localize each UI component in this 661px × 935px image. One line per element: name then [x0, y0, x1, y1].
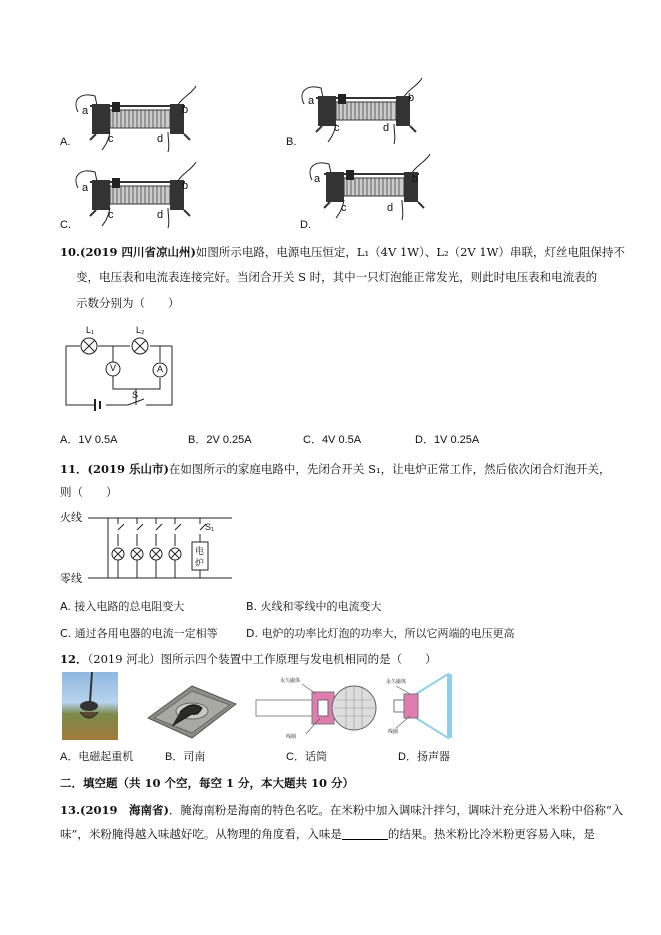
option-d[interactable]: D．扬声器 — [398, 751, 450, 763]
switch-label: S — [132, 390, 139, 400]
speaker-diagram — [386, 672, 466, 742]
terminal-label-d: d — [383, 122, 390, 134]
question-11-line2: 则（ ） — [60, 485, 118, 499]
question-number: 13. — [60, 803, 81, 817]
furnace-label-2: 炉 — [195, 559, 205, 569]
terminal-label-c: c — [334, 122, 340, 134]
lamp-l2-label: L₂ — [136, 325, 145, 335]
question-13-line2 — [60, 822, 595, 846]
question-number: 12． — [60, 652, 88, 666]
terminal-label-a: a — [308, 95, 315, 107]
option-d[interactable]: D．1V 0.25A — [415, 434, 480, 446]
question-source: (2019 四川省凉山州) — [80, 245, 196, 259]
question-source: (2019 乐山市) — [87, 462, 169, 476]
terminal-label-d: d — [157, 133, 164, 145]
question-text: （2019 河北）图所示四个装置中工作原理与发电机相同的是（ ） — [87, 652, 437, 666]
sinan-compass-image — [140, 678, 238, 740]
mic-magnet-label: 永久磁体 — [280, 678, 301, 684]
terminal-label-b: b — [182, 180, 189, 192]
electromagnet-crane-photo — [62, 672, 118, 740]
option-a[interactable]: A. 接入电路的总电阻变大 — [60, 600, 185, 613]
terminal-label-b: b — [412, 173, 419, 185]
answer-blank[interactable] — [342, 827, 388, 840]
neutral-wire-label: 零线 — [60, 572, 82, 585]
option-c[interactable]: C．4V 0.5A — [303, 434, 362, 446]
option-b-label[interactable]: B. — [286, 136, 297, 148]
furnace-label-1: 电 — [195, 547, 205, 557]
section-title: 二．填空题（共 10 个空，每空 1 分，本大题共 10 分） — [60, 776, 355, 790]
terminal-label-b: b — [182, 104, 189, 116]
terminal-label-d: d — [157, 209, 164, 221]
live-wire-label: 火线 — [60, 511, 82, 524]
terminal-label-c: c — [341, 202, 347, 214]
question-text: 如图所示电路，电源电压恒定，L₁（4V 1W）、L₂（2V 1W）串联，灯丝电阻保持不 — [195, 245, 625, 259]
question-13-line1 — [60, 798, 623, 822]
option-d[interactable]: D. 电炉的功率比灯泡的功率大，所以它两端的电压更高 — [246, 627, 515, 640]
speaker-magnet-label: 永久磁体 — [386, 679, 407, 685]
ammeter-label: A — [157, 364, 164, 374]
terminal-label-b: b — [408, 92, 415, 104]
terminal-label-c: c — [108, 133, 114, 145]
question-number: 10. — [60, 245, 81, 259]
question-number: 11． — [60, 462, 88, 476]
question-12-line1 — [60, 647, 437, 671]
terminal-label-a: a — [82, 182, 89, 194]
option-a-label[interactable]: A. — [60, 136, 71, 148]
option-b[interactable]: B．司南 — [165, 751, 206, 763]
question-text: 在如图所示的家庭电路中，先闭合开关 S₁，让电炉正常工作，然后依次闭合灯泡开关， — [168, 462, 611, 476]
option-a[interactable]: A．1V 0.5A — [60, 434, 118, 446]
option-a[interactable]: A．电磁起重机 — [60, 751, 134, 763]
option-b[interactable]: B. 火线和零线中的电流变大 — [246, 600, 382, 613]
terminal-label-c: c — [108, 209, 114, 221]
mic-coil-label: 线圈 — [286, 734, 297, 740]
speaker-coil-label: 线圈 — [388, 729, 399, 735]
question-source: (2019 海南省) — [80, 803, 169, 817]
terminal-label-d: d — [387, 202, 394, 214]
option-c[interactable]: C．话筒 — [286, 751, 327, 763]
option-d-label[interactable]: D. — [300, 219, 311, 231]
voltmeter-label: V — [110, 363, 117, 373]
question-10-line2: 变，电压表和电流表连接完好。当闭合开关 S 时，其中一只灯泡能正常发光，则此时电压表和电流表的 — [76, 270, 598, 284]
lamp-l1-label: L₁ — [86, 325, 95, 335]
question-text: 的结果。热米粉比冷米粉更容易入味，是 — [387, 827, 595, 841]
option-c-label[interactable]: C. — [60, 219, 71, 231]
option-b[interactable]: B．2V 0.25A — [188, 434, 252, 446]
question-10-line3: 示数分别为（ ） — [76, 296, 180, 310]
question-text: ．腌海南粉是海南的特色名吃。在米粉中加入调味汁拌匀，调味汁充分进入米粉中俗称“入 — [168, 803, 624, 817]
switch-s1-label: S₁ — [205, 522, 215, 532]
option-c[interactable]: C. 通过各用电器的电流一定相等 — [60, 627, 218, 640]
terminal-label-a: a — [314, 173, 321, 185]
terminal-label-a: a — [82, 105, 89, 117]
microphone-diagram — [254, 674, 378, 744]
question-text: 味”，米粉腌得越入味越好吃。从物理的角度看，入味是 — [60, 827, 342, 841]
